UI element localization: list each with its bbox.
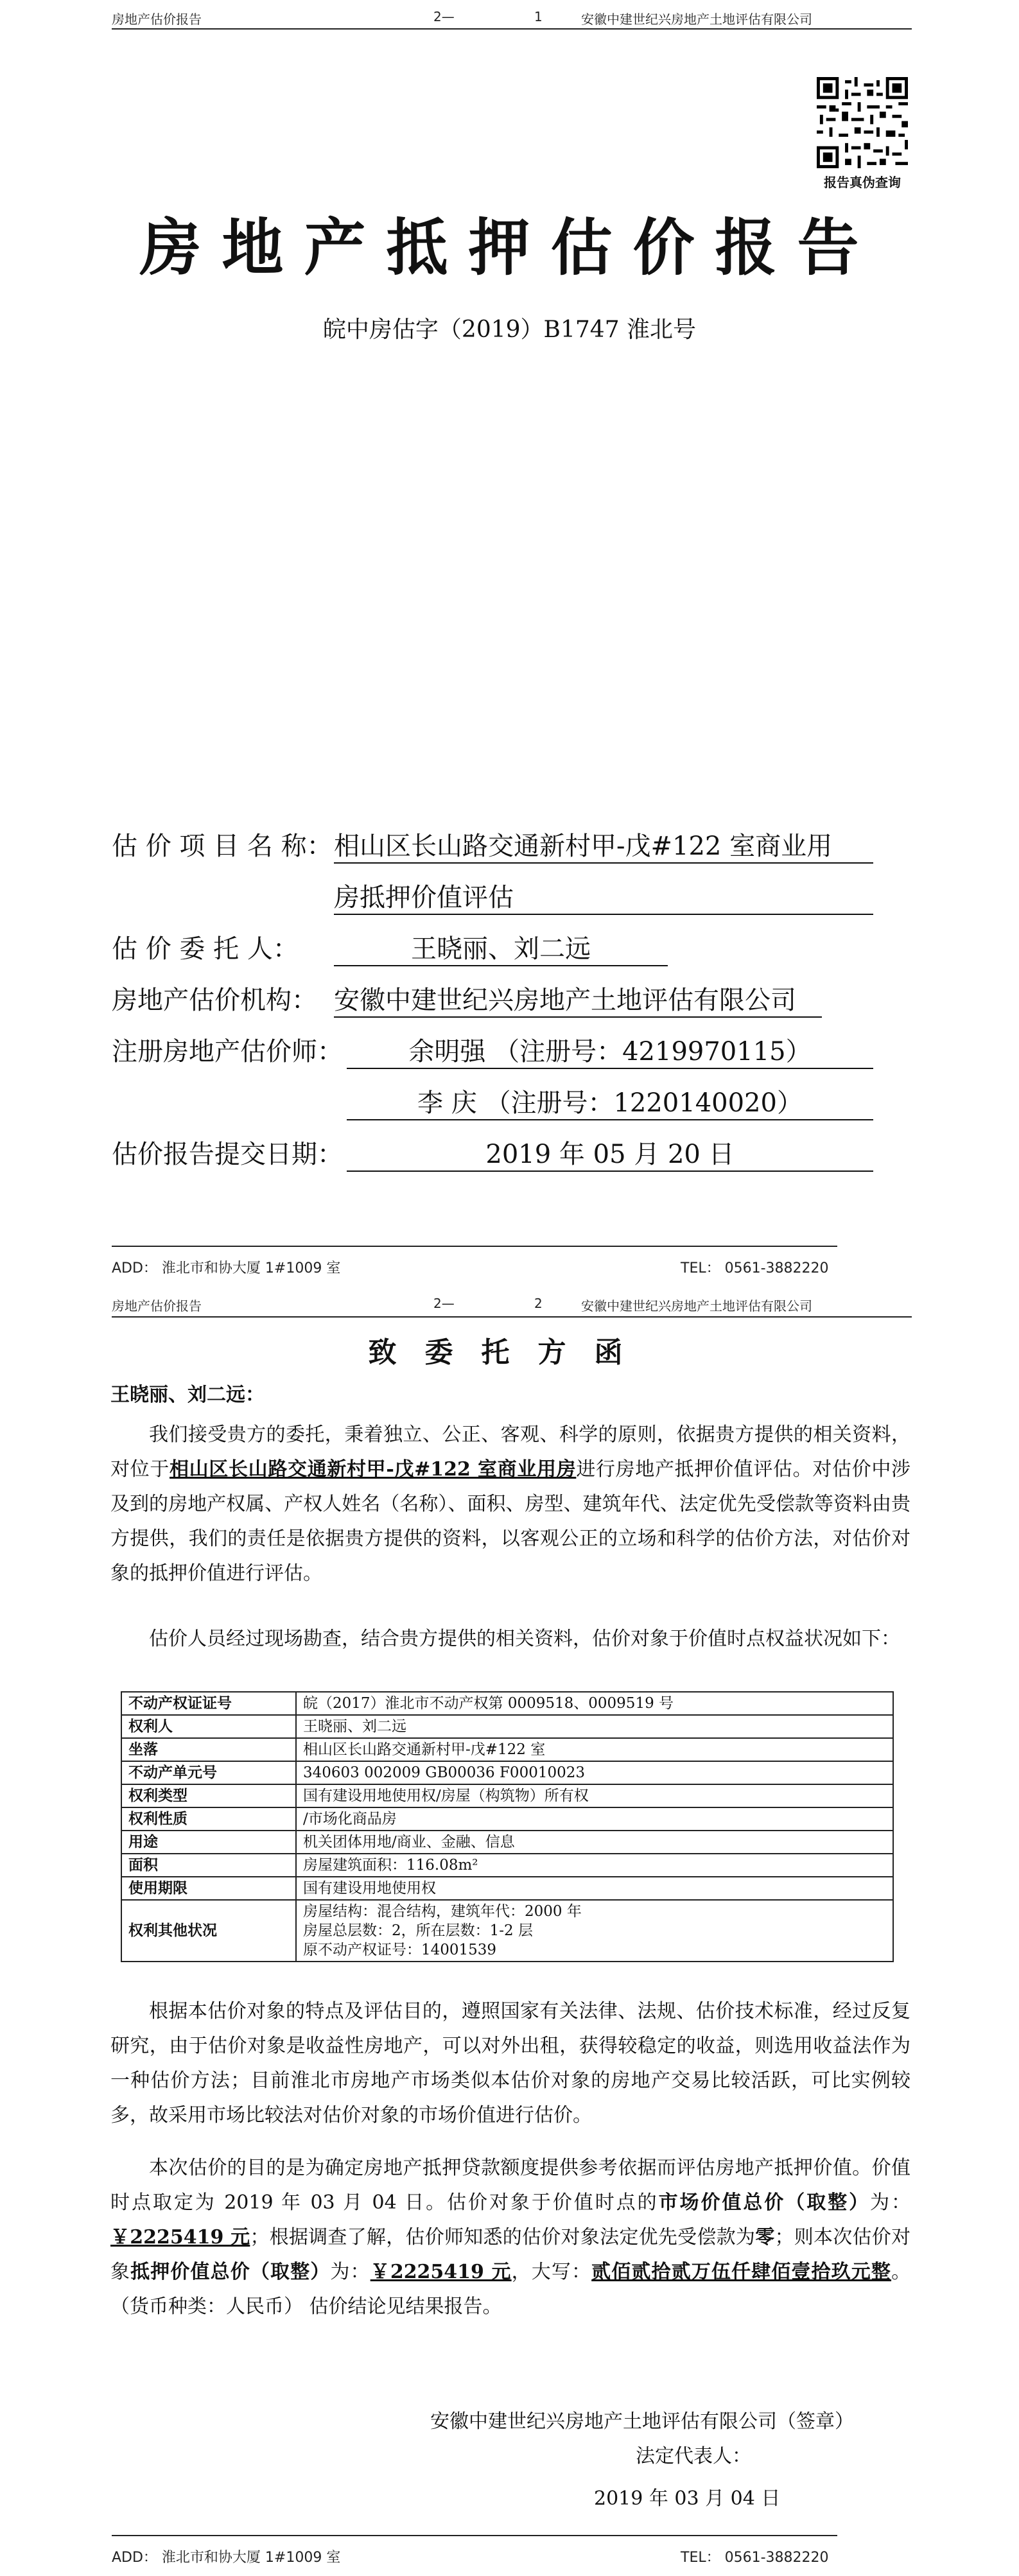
table-key: 权利人 [121, 1715, 296, 1738]
para4-text: ；根据调查了解，估价师知悉的估价对象法定优先受偿款为 [250, 2226, 756, 2249]
appraiser-label: 注册房地产估价师： [112, 1037, 343, 1066]
amount-in-words: 贰佰贰拾贰万伍仟肆佰壹拾玖元整 [591, 2261, 892, 2283]
table-value: 340603 002009 GB00036 F00010023 [296, 1761, 893, 1784]
paragraph-conclusion [110, 2151, 910, 2324]
project-value-line2: 房抵押价值评估 [334, 877, 873, 915]
header-right: 安徽中建世纪兴房地产土地评估有限公司 [581, 12, 812, 27]
priority-claim-value: 零 [755, 2226, 775, 2249]
para1-address: 相山区长山路交通新村甲-戊#122 室商业用房 [170, 1458, 577, 1481]
footer-tel: TEL： 0561-3882220 [681, 2550, 829, 2566]
table-value: /市场化商品房 [296, 1807, 893, 1831]
table-key: 不动产权证证号 [121, 1692, 296, 1715]
paragraph-intro [110, 1418, 910, 1591]
table-value [296, 1900, 893, 1962]
other-line: 房屋总层数：2，所在层数：1-2 层 [303, 1922, 533, 1939]
table-row [121, 1784, 893, 1807]
client-label: 估 价 委 托 人： [112, 934, 299, 964]
para4-text: ；则本次估价对象 [110, 2226, 911, 2283]
client-value: 王晓丽、刘二远 [334, 928, 668, 966]
footer-address: ADD： 淮北市和协大厦 1#1009 室 [112, 1260, 341, 1276]
footer-rule [112, 1246, 837, 1247]
table-row [121, 1715, 893, 1738]
table-row [121, 1761, 893, 1784]
mortgage-value-label: 抵押价值总价（取整） [130, 2261, 331, 2283]
paragraph-survey: 估价人员经过现场勘查，结合贵方提供的相关资料，估价对象于价值时点权益状况如下： [149, 1628, 900, 1650]
qr-caption: 报告真伪查询 [824, 175, 901, 190]
report-number: 皖中房估字（2019）B1747 淮北号 [322, 317, 697, 343]
header-rule [112, 28, 912, 30]
footer-rule [112, 2535, 837, 2536]
header-center: 2— [433, 1296, 455, 1311]
para4-text: ，大写： [511, 2261, 592, 2283]
para4-text: 。（货币种类：人民币） 估价结论见结果报告。 [110, 2261, 911, 2318]
table-value: 相山区长山路交通新村甲-戊#122 室 [296, 1738, 893, 1761]
header-center: 2— [433, 9, 455, 24]
para1-text-cont: 进行房地产抵押价值评估。对估价中涉及到的房地产权属、产权人姓名（名称）、面积、房型、建筑年代、法定优先受偿款等资料由贵方提供，我们的责任是依据贵方提供的资料，以客观公正的立场和科学的估价方法，对估价对象的抵押价值进行评估。 [110, 1458, 911, 1585]
date-value: 2019 年 05 月 20 日 [347, 1134, 873, 1172]
letter-title: 致委托方函 [368, 1336, 651, 1369]
table-row [121, 1807, 893, 1831]
table-key: 用途 [121, 1831, 296, 1854]
table-row [121, 1854, 893, 1877]
table-key: 权利类型 [121, 1784, 296, 1807]
footer-address: ADD： 淮北市和协大厦 1#1009 室 [112, 2550, 341, 2566]
rights-table [121, 1691, 894, 1962]
table-value: 王晓丽、刘二远 [296, 1715, 893, 1738]
header-left: 房地产估价报告 [112, 1298, 202, 1314]
qr-code-icon[interactable] [817, 77, 908, 168]
project-value-line1: 相山区长山路交通新村甲-戊#122 室商业用 [334, 826, 873, 864]
table-row [121, 1900, 893, 1962]
table-value: 国有建设用地使用权 [296, 1877, 893, 1900]
market-value-amount: ￥2225419 元 [110, 2226, 250, 2249]
report-title: 房地产抵押估价报告 [139, 211, 880, 284]
market-value-label: 市场价值总价（取整） [658, 2191, 871, 2214]
signature-date: 2019 年 03 月 04 日 [594, 2487, 781, 2510]
footer-tel: TEL： 0561-3882220 [681, 1260, 829, 1276]
table-row [121, 1877, 893, 1900]
mortgage-value-amount: ￥2225419 元 [370, 2261, 512, 2283]
header-page-number: 1 [534, 9, 543, 24]
other-line: 房屋结构：混合结构，建筑年代：2000 年 [303, 1903, 582, 1920]
para4-text: 本次估价的目的是为确定房地产抵押贷款额度提供参考依据而评估房地产抵押价值。价值时点取定为 2019 年 03 月 04 日。估价对象于价值时点的 [110, 2157, 910, 2214]
table-value: 国有建设用地使用权/房屋（构筑物）所有权 [296, 1784, 893, 1807]
table-key: 权利性质 [121, 1807, 296, 1831]
header-page-number: 2 [534, 1296, 543, 1311]
table-key: 坐落 [121, 1738, 296, 1761]
header-left: 房地产估价报告 [112, 12, 202, 27]
table-key: 不动产单元号 [121, 1761, 296, 1784]
table-value: 皖（2017）淮北市不动产权第 0009518、0009519 号 [296, 1692, 893, 1715]
para4-text: 为： [330, 2261, 370, 2283]
table-row [121, 1692, 893, 1715]
salutation: 王晓丽、刘二远： [110, 1384, 265, 1406]
table-value: 房屋建筑面积：116.08m² [296, 1854, 893, 1877]
para4-text: 为： [870, 2191, 910, 2214]
table-key: 面积 [121, 1854, 296, 1877]
signature-representative: 法定代表人： [636, 2445, 751, 2467]
appraiser-1: 余明强 （注册号：4219970115） [347, 1031, 873, 1069]
agency-value: 安徽中建世纪兴房地产土地评估有限公司 [334, 980, 822, 1018]
para1-text: 我们接受贵方的委托，秉着独立、公正、客观、科学的原则，依据贵方提供的相关资料，对位于 [110, 1423, 910, 1481]
date-label: 估价报告提交日期： [112, 1140, 343, 1169]
table-value: 机关团体用地/商业、金融、信息 [296, 1831, 893, 1854]
table-row [121, 1738, 893, 1761]
header-right: 安徽中建世纪兴房地产土地评估有限公司 [581, 1298, 812, 1314]
signature-company: 安徽中建世纪兴房地产土地评估有限公司（签章） [430, 2410, 854, 2433]
table-row [121, 1831, 893, 1854]
table-key: 使用期限 [121, 1877, 296, 1900]
table-key: 权利其他状况 [121, 1900, 296, 1962]
header-rule [112, 1316, 912, 1318]
appraiser-2: 李 庆 （注册号：1220140020） [347, 1083, 873, 1120]
paragraph-method: 根据本估价对象的特点及评估目的，遵照国家有关法律、法规、估价技术标准，经过反复研究，由于估价对象是收益性房地产，可以对外出租，获得较稳定的收益，则选用收益法作为一种估价方法；目前淮北市房地产市场类似本估价对象的房地产交易比较活跃，可比实例较多，故采用市场比较法对估价对象的市场价值进行估价。 [110, 2000, 910, 2127]
project-label: 估 价 项 目 名 称： [112, 831, 333, 861]
other-line: 原不动产权证号：14001539 [303, 1942, 497, 1958]
agency-label: 房地产估价机构： [112, 986, 317, 1015]
